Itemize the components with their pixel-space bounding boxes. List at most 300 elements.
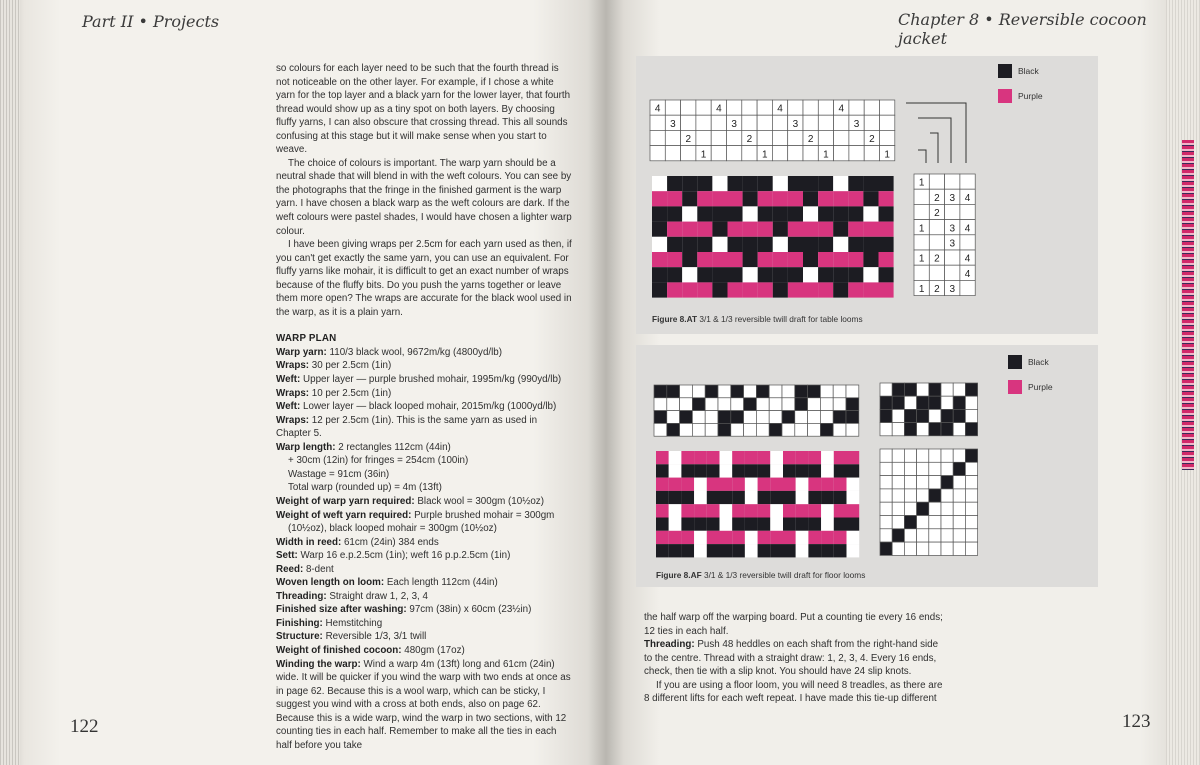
page-number-right: 123: [1122, 711, 1151, 732]
wraps-line-2: Wraps: 10 per 2.5cm (1in): [276, 387, 392, 399]
threading-number: 1: [884, 149, 890, 161]
drawdown-cell: [788, 191, 803, 206]
floor-threading-cell: [820, 423, 833, 436]
floor-drawdown-cell: [694, 544, 707, 557]
floor-drawdown-cell: [720, 478, 733, 491]
floor-threading-cell: [795, 411, 808, 424]
intro-paragraph-2: The choice of colours is important. The warp yarn should be a neutral shade that will blend in with the weft colours. You can see by the photographs that the fringe in the finished garment is the warp yarn. I have chosen a black warp as the weft colours are dark. If the weft colours were pastel shades, I would have chosen a lighter warp colour.: [276, 157, 572, 237]
floor-tie-up-cell: [941, 409, 953, 422]
treadling-cell: [892, 542, 904, 555]
floor-drawdown-cell: [796, 478, 809, 491]
floor-tie-up-cell: [941, 383, 953, 396]
drawdown-cell: [758, 237, 773, 252]
treadling-cell: [892, 449, 904, 462]
treadling-cell: [904, 462, 916, 475]
treadling-cell: [904, 449, 916, 462]
threading-number: 2: [685, 134, 692, 146]
drawdown-cell: [818, 252, 833, 267]
drawdown-cell: [712, 267, 727, 282]
floor-threading-cell: [692, 385, 705, 398]
lift-number: 2: [934, 192, 940, 204]
lift-number: 3: [949, 284, 956, 296]
floor-threading-cell: [667, 411, 680, 424]
threading-cell: [772, 130, 787, 145]
drawdown-cell: [879, 206, 894, 221]
threading-number: 2: [807, 134, 814, 146]
structure-line: Structure: Reversible 1/3, 3/1 twill: [276, 631, 427, 643]
floor-drawdown-cell: [796, 451, 809, 464]
drawdown-cell: [879, 282, 894, 297]
floor-drawdown-cell: [783, 518, 796, 531]
floor-drawdown-cell: [796, 531, 809, 544]
drawdown-cell: [879, 267, 894, 282]
floor-drawdown-cell: [745, 491, 758, 504]
threading-cell: [681, 100, 696, 115]
floor-threading-cell: [820, 398, 833, 411]
floor-drawdown-cell: [694, 504, 707, 517]
treadling-cell: [965, 462, 977, 475]
floor-tie-up-cell: [965, 409, 977, 422]
drawdown-cell: [803, 267, 818, 282]
legend-black-8af: Black: [1008, 355, 1049, 369]
floor-drawdown-cell: [783, 531, 796, 544]
drawdown-cell: [667, 282, 682, 297]
floor-drawdown-cell: [707, 544, 720, 557]
treadling-cell: [892, 529, 904, 542]
drawdown-cell: [712, 206, 727, 221]
floor-threading-cell: [718, 385, 731, 398]
threading-cell: [818, 115, 833, 130]
drawdown-cell: [833, 252, 848, 267]
floor-drawdown-cell: [783, 478, 796, 491]
drawdown-cell: [667, 222, 682, 237]
drawdown-cell: [667, 176, 682, 191]
floor-drawdown-cell: [847, 451, 860, 464]
floor-tie-up-cell: [929, 423, 941, 436]
treadling-cell: [929, 462, 941, 475]
floor-drawdown-cell: [694, 464, 707, 477]
drawdown-cell: [818, 191, 833, 206]
drawdown-cell: [818, 282, 833, 297]
floor-drawdown-cell: [796, 504, 809, 517]
floor-tie-up-cell: [953, 409, 965, 422]
drawdown-cell: [773, 176, 788, 191]
drawdown-cell: [758, 222, 773, 237]
lift-plan-cell: [960, 174, 975, 189]
lift-number: 3: [949, 192, 956, 204]
floor-drawdown-cell: [808, 491, 821, 504]
treadling-cell: [929, 542, 941, 555]
lift-number: 3: [949, 238, 956, 250]
floor-drawdown-cell: [821, 464, 834, 477]
threading-cell: [864, 146, 879, 161]
warp-plan-heading: WARP PLAN: [276, 333, 337, 345]
floor-drawdown-cell: [758, 478, 771, 491]
drawdown-cell: [773, 252, 788, 267]
treadling-cell: [917, 542, 929, 555]
warp-length-sub-2: Wastage = 91cm (36in): [288, 468, 390, 480]
floor-threading-cell: [808, 385, 821, 398]
figure-8at: [636, 56, 1098, 334]
treadling-cell: [904, 489, 916, 502]
floor-threading-cell: [769, 423, 782, 436]
floor-drawdown-cell: [681, 504, 694, 517]
drawdown-cell: [879, 176, 894, 191]
floor-threading-cell: [833, 385, 846, 398]
drawdown-cell: [667, 267, 682, 282]
floor-tie-up-cell: [965, 396, 977, 409]
floor-drawdown-cell: [821, 531, 834, 544]
page-number-left: 122: [70, 716, 99, 737]
drawdown-cell: [682, 191, 697, 206]
drawdown-cell: [803, 191, 818, 206]
floor-threading-cell: [731, 423, 744, 436]
threading-cell: [757, 130, 772, 145]
floor-drawdown-cell: [694, 531, 707, 544]
floor-tie-up-cell: [892, 423, 904, 436]
treadling-cell: [917, 449, 929, 462]
drawdown-cell: [773, 237, 788, 252]
threading-cell: [650, 146, 665, 161]
floor-threading-cell: [756, 423, 769, 436]
threading-cell: [650, 130, 665, 145]
floor-drawdown-cell: [847, 518, 860, 531]
floor-drawdown-cell: [847, 504, 860, 517]
floor-drawdown-cell: [770, 531, 783, 544]
threading-cell: [742, 146, 757, 161]
threading-number: 4: [716, 103, 722, 115]
finishing-line: Finishing: Hemstitching: [276, 617, 383, 629]
threading-cell: [788, 130, 803, 145]
threading-cell: [864, 115, 879, 130]
drawdown-cell: [652, 267, 667, 282]
floor-drawdown-cell: [808, 451, 821, 464]
legend-black-8at: Black: [998, 64, 1039, 78]
drawdown-cell: [848, 176, 863, 191]
floor-tie-up-cell: [929, 383, 941, 396]
floor-tie-up-cell: [892, 409, 904, 422]
floor-drawdown-cell: [758, 518, 771, 531]
tie-up-bracket-1: [918, 150, 926, 163]
floor-threading-cell: [705, 423, 718, 436]
floor-threading-cell: [705, 411, 718, 424]
threading-cell: [803, 115, 818, 130]
floor-drawdown-cell: [732, 464, 745, 477]
drawdown-cell: [758, 206, 773, 221]
black-swatch: [1008, 355, 1022, 369]
floor-drawdown-cell: [732, 518, 745, 531]
treadling-cell: [953, 502, 965, 515]
drawdown-cell: [773, 206, 788, 221]
floor-threading-cell: [718, 423, 731, 436]
sett-line: Sett: Warp 16 e.p.2.5cm (1in); weft 16 p.p.2.5cm (1in): [276, 550, 511, 562]
intro-paragraph-1: so colours for each layer need to be such that the fourth thread is not noticeable on the other layer. For example, if I chose a white yarn for the top layer and a black yarn for the lower layer, that fourth thread would show up as a tiny spot on both layers. By choosing fluffy yarns, I can also obscure that crossing thread. This all sounds confusing at this stage but it will make sense when you start to weave.: [276, 63, 571, 156]
threading-cell: [711, 146, 726, 161]
floor-loom-paragraph: If you are using a floor loom, you will need 8 treadles, as there are 8 different lifts for each weft repeat. I have made this tie-up different: [644, 679, 943, 705]
floor-tie-up-cell: [953, 423, 965, 436]
drawdown-cell: [728, 191, 743, 206]
threading-cell: [788, 100, 803, 115]
floor-threading-cell: [846, 398, 859, 411]
drawdown-cell: [682, 267, 697, 282]
drawdown-cell: [682, 222, 697, 237]
threading-number: 3: [731, 118, 737, 130]
lift-number: 4: [964, 223, 971, 235]
drawdown-cell: [758, 267, 773, 282]
floor-threading-cell: [744, 398, 757, 411]
floor-threading-cell: [744, 385, 757, 398]
floor-drawdown-cell: [847, 531, 860, 544]
drawdown-cell: [848, 237, 863, 252]
treadling-cell: [892, 516, 904, 529]
floor-drawdown-cell: [669, 491, 682, 504]
treadling-cell: [965, 529, 977, 542]
floor-tie-up-cell: [880, 409, 892, 422]
drawdown-cell: [803, 252, 818, 267]
drawdown-cell: [743, 237, 758, 252]
treadling-cell: [904, 476, 916, 489]
treadling-cell: [953, 462, 965, 475]
threading-cell: [757, 115, 772, 130]
floor-threading-cell: [795, 423, 808, 436]
floor-drawdown-cell: [681, 464, 694, 477]
floor-threading-cell: [718, 411, 731, 424]
drawdown-cell: [697, 206, 712, 221]
lift-number: 3: [949, 223, 956, 235]
floor-tie-up-cell: [892, 396, 904, 409]
floor-drawdown-cell: [796, 464, 809, 477]
drawdown-cell: [818, 206, 833, 221]
floor-drawdown-cell: [770, 504, 783, 517]
drawdown-cell: [667, 191, 682, 206]
drawdown-cell: [818, 176, 833, 191]
drawdown-cell: [743, 206, 758, 221]
treadling-cell: [904, 529, 916, 542]
floor-drawdown-cell: [758, 491, 771, 504]
floor-threading-cell: [769, 385, 782, 398]
floor-tie-up-cell: [929, 409, 941, 422]
floor-drawdown-cell: [669, 518, 682, 531]
lift-plan-cell: [945, 204, 960, 219]
treadling-cell: [880, 476, 892, 489]
drawdown-cell: [818, 222, 833, 237]
treadling-cell: [904, 516, 916, 529]
drawdown-cell: [788, 252, 803, 267]
floor-drawdown-cell: [783, 544, 796, 557]
tie-up-bracket-2: [930, 133, 938, 163]
left-body-text: [276, 62, 574, 752]
intro-paragraph-3: I have been giving wraps per 2.5cm for each yarn used as then, if you can't get exactly the same yarn, you can use an equivalent. For fluffy yarns like mohair, it is difficult to get an exact number of wraps because of the fluffy bits. Do you push the yarns together or leave them more open? The wraps are accurate for the black wool used in the warp, as it is a plain yarn.: [276, 239, 572, 318]
treadling-cell: [880, 516, 892, 529]
floor-threading-cell: [731, 398, 744, 411]
drawdown-cell: [788, 282, 803, 297]
floor-threading-cell: [705, 398, 718, 411]
drawdown-cell: [712, 222, 727, 237]
threading-number: 4: [838, 103, 845, 115]
floor-drawdown-cell: [758, 544, 771, 557]
floor-threading-cell: [808, 411, 821, 424]
floor-threading-cell: [756, 385, 769, 398]
page-edge-left: [0, 0, 20, 765]
floor-threading-cell: [808, 398, 821, 411]
floor-threading-cell: [731, 385, 744, 398]
floor-drawdown-cell: [770, 464, 783, 477]
treadling-cell: [953, 529, 965, 542]
weight-cocoon-line: Weight of finished cocoon: 480gm (17oz): [276, 644, 465, 656]
floor-drawdown-cell: [669, 478, 682, 491]
treadling-cell: [917, 489, 929, 502]
treadling-cell: [941, 462, 953, 475]
woven-length-line: Woven length on loom: Each length 112cm (44in): [276, 577, 498, 589]
floor-threading-cell: [769, 411, 782, 424]
drawdown-cell: [697, 191, 712, 206]
treadling-cell: [953, 542, 965, 555]
treadling-cell: [880, 449, 892, 462]
drawdown-cell: [773, 222, 788, 237]
treadling-cell: [892, 502, 904, 515]
lift-plan-cell: [960, 235, 975, 250]
treadling-cell: [904, 542, 916, 555]
page-edge-color-strip: [1182, 140, 1194, 470]
threading-cell: [711, 115, 726, 130]
drawdown-cell: [652, 237, 667, 252]
drawdown-cell: [758, 191, 773, 206]
drawdown-cell: [803, 237, 818, 252]
drawdown-cell: [848, 267, 863, 282]
threading-cell: [665, 130, 680, 145]
floor-threading-cell: [680, 385, 693, 398]
floor-tie-up-cell: [917, 396, 929, 409]
threading-cell: [650, 115, 665, 130]
floor-threading-cell: [680, 423, 693, 436]
drawdown-cell: [743, 282, 758, 297]
drawdown-cell: [667, 237, 682, 252]
treadling-cell: [880, 542, 892, 555]
floor-drawdown-cell: [681, 478, 694, 491]
legend-purple-8af: Purple: [1008, 380, 1053, 394]
reed-line: Reed: 8-dent: [276, 563, 334, 575]
warp-yarn-line: Warp yarn: 110/3 black wool, 9672m/kg (4800yd/lb): [276, 346, 503, 358]
floor-drawdown-cell: [783, 504, 796, 517]
drawdown-cell: [667, 206, 682, 221]
floor-drawdown-cell: [808, 478, 821, 491]
drawdown-cell: [728, 282, 743, 297]
threading-cell: [788, 146, 803, 161]
lift-number: 2: [934, 208, 940, 220]
floor-threading-cell: [820, 411, 833, 424]
floor-drawdown-cell: [656, 491, 669, 504]
floor-drawdown-cell: [656, 478, 669, 491]
floor-drawdown-cell: [694, 491, 707, 504]
floor-threading-cell: [718, 398, 731, 411]
treadling-cell: [965, 502, 977, 515]
lift-plan-cell: [929, 235, 944, 250]
treadling-cell: [880, 529, 892, 542]
width-line: Width in reed: 61cm (24in) 384 ends: [276, 536, 439, 548]
lift-number: 1: [918, 284, 925, 296]
floor-drawdown-cell: [796, 491, 809, 504]
drawdown-cell: [863, 282, 878, 297]
floor-drawdown-cell: [783, 451, 796, 464]
floor-drawdown-cell: [758, 504, 771, 517]
drawdown-cell: [863, 237, 878, 252]
floor-drawdown-cell: [707, 478, 720, 491]
floor-drawdown-cell: [707, 491, 720, 504]
threading-number: 4: [654, 103, 661, 115]
figure-8at-caption: Figure 8.AT 3/1 & 1/3 reversible twill draft for table looms: [652, 314, 863, 324]
floor-drawdown-cell: [808, 531, 821, 544]
drawdown-cell: [773, 191, 788, 206]
floor-drawdown-cell: [681, 531, 694, 544]
floor-tie-up-cell: [892, 383, 904, 396]
lift-plan-cell: [914, 204, 929, 219]
treadling-cell: [965, 489, 977, 502]
tie-up-bracket-3: [918, 118, 951, 163]
drawdown-cell: [728, 206, 743, 221]
threading-cell: [681, 115, 696, 130]
threading-cell: [681, 146, 696, 161]
threading-cell: [727, 100, 742, 115]
drawdown-cell: [652, 176, 667, 191]
floor-drawdown-cell: [770, 491, 783, 504]
treadling-cell: [929, 516, 941, 529]
threading-cell: [803, 100, 818, 115]
floor-tie-up-cell: [965, 423, 977, 436]
threading-cell: [772, 115, 787, 130]
drawdown-cell: [833, 267, 848, 282]
floor-drawdown-cell: [834, 518, 847, 531]
weft-line-2: Weft: Lower layer — black looped mohair, 2015m/kg (1000yd/lb): [276, 401, 557, 413]
floor-drawdown-cell: [732, 491, 745, 504]
treadling-cell: [904, 502, 916, 515]
floor-drawdown-cell: [732, 504, 745, 517]
floor-drawdown-cell: [681, 451, 694, 464]
drawdown-cell: [788, 222, 803, 237]
treadling-cell: [929, 529, 941, 542]
floor-threading-cell: [654, 385, 667, 398]
floor-threading-cell: [820, 385, 833, 398]
drawdown-cell: [728, 252, 743, 267]
treadling-cell: [917, 462, 929, 475]
threading-cell: [696, 130, 711, 145]
floor-threading-cell: [782, 398, 795, 411]
lift-number: 4: [964, 192, 971, 204]
floor-drawdown-cell: [720, 518, 733, 531]
floor-threading-cell: [654, 411, 667, 424]
drawdown-cell: [833, 222, 848, 237]
drawdown-cell: [712, 237, 727, 252]
floor-tie-up-cell: [953, 383, 965, 396]
threading-cell: [834, 130, 849, 145]
drawdown-cell: [743, 176, 758, 191]
threading-number: 3: [792, 118, 799, 130]
floor-threading-cell: [833, 398, 846, 411]
treadling-cell: [965, 449, 977, 462]
lower-paragraph-1: the half warp off the warping board. Put a counting tie every 16 ends; 12 ties in each half.: [644, 612, 943, 637]
threading-cell: [849, 100, 864, 115]
wraps-line-1: Wraps: 30 per 2.5cm (1in): [276, 360, 392, 372]
floor-threading-cell: [654, 398, 667, 411]
lift-number: 4: [964, 253, 971, 265]
threading-cell: [864, 100, 879, 115]
floor-threading-cell: [756, 398, 769, 411]
drawdown-cell: [728, 237, 743, 252]
threading-number: 3: [853, 118, 860, 130]
threading-number: 1: [761, 149, 768, 161]
drawdown-cell: [743, 267, 758, 282]
floor-drawdown-cell: [808, 518, 821, 531]
lift-number: 1: [918, 253, 925, 265]
